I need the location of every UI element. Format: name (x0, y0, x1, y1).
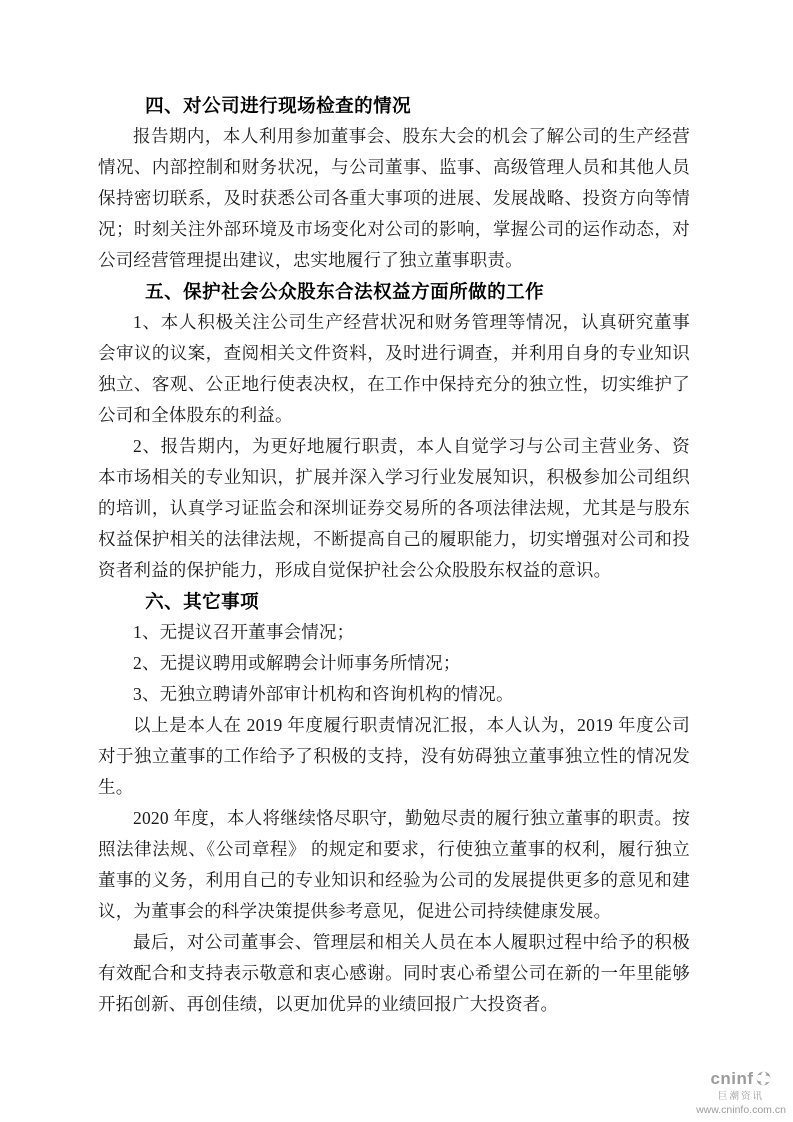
section-heading-6: 六、其它事项 (145, 591, 260, 612)
paragraph-thanks: 最后，对公司董事会、管理层和相关人员在本人履职过程中给予的积极有效配合和支持表示敬意和衷心感谢。同时衷心希望公司在新的一年里能够开拓创新、再创佳绩，以更加优异的业绩回报广大投资者。 (98, 932, 690, 1014)
section-heading-5: 五、保护社会公众股东合法权益方面所做的工作 (145, 281, 545, 302)
paragraph-site-inspection: 报告期内，本人利用参加董事会、股东大会的机会了解公司的生产经营情况、内部控制和财务状况，与公司董事、监事、高级管理人员和其他人员保持密切联系，及时获悉公司各重大事项的进展、发展战略、投资方向等情况；时刻关注外部环境及市场变化对公司的影响，掌握公司的运作动态，对公司经营管理提出建议，忠实地履行了独立董事职责。 (98, 126, 690, 270)
cninfo-brand-text: cninf (710, 1069, 754, 1088)
list-item-no-accountant-change: 2、无提议聘用或解聘会计师事务所情况； (133, 653, 461, 673)
section-heading-4: 四、对公司进行现场检查的情况 (145, 95, 412, 116)
cninfo-swirl-icon (755, 1070, 772, 1087)
list-item-no-external-audit: 3、无独立聘请外部审计机构和咨询机构的情况。 (133, 684, 514, 704)
cninfo-brand-row (691, 1070, 791, 1087)
paragraph-shareholder-rights-1: 1、本人积极关注公司生产经营状况和财务管理等情况，认真研究董事会审议的议案，查阅相关文件资料，及时进行调查，并利用自身的专业知识独立、客观、公正地行使表决权，在工作中保持充分的独立性，切实维护了公司和全体股东的利益。 (98, 312, 690, 425)
paragraph-shareholder-rights-2: 2、报告期内，为更好地履行职责，本人自觉学习与公司主营业务、资本市场相关的专业知识，扩展并深入学习行业发展知识，积极参加公司组织的培训，认真学习证监会和深圳证券交易所的各项法律法规，尤其是与股东权益保护相关的法律法规，不断提高自己的履职能力，切实增强对公司和投资者利益的保护能力，形成自觉保护社会公众股股东权益的意识。 (98, 436, 690, 580)
list-item-no-board-meeting: 1、无提议召开董事会情况； (133, 622, 355, 642)
document-body (98, 90, 690, 1020)
paragraph-2019-summary: 以上是本人在 2019 年度履行职责情况汇报，本人认为，2019 年度公司对于独立董事的工作给予了积极的支持，没有妨碍独立董事独立性的情况发生。 (98, 715, 690, 797)
cninfo-website-url: www.cninfo.com.cn (696, 1104, 786, 1116)
paragraph-2020-outlook: 2020 年度，本人将继续恪尽职守，勤勉尽责的履行独立董事的职责。按照法律法规、《公司章程》 的规定和要求，行使独立董事的权利，履行独立董事的义务，利用自己的专业知识和经验为公司的发展提供更多的意见和建议，为董事会的科学决策提供参考意见，促进公司持续健康发展。 (98, 808, 690, 921)
cninfo-watermark (691, 1070, 791, 1116)
cninfo-chinese-name: 巨潮资讯 (717, 1091, 764, 1102)
